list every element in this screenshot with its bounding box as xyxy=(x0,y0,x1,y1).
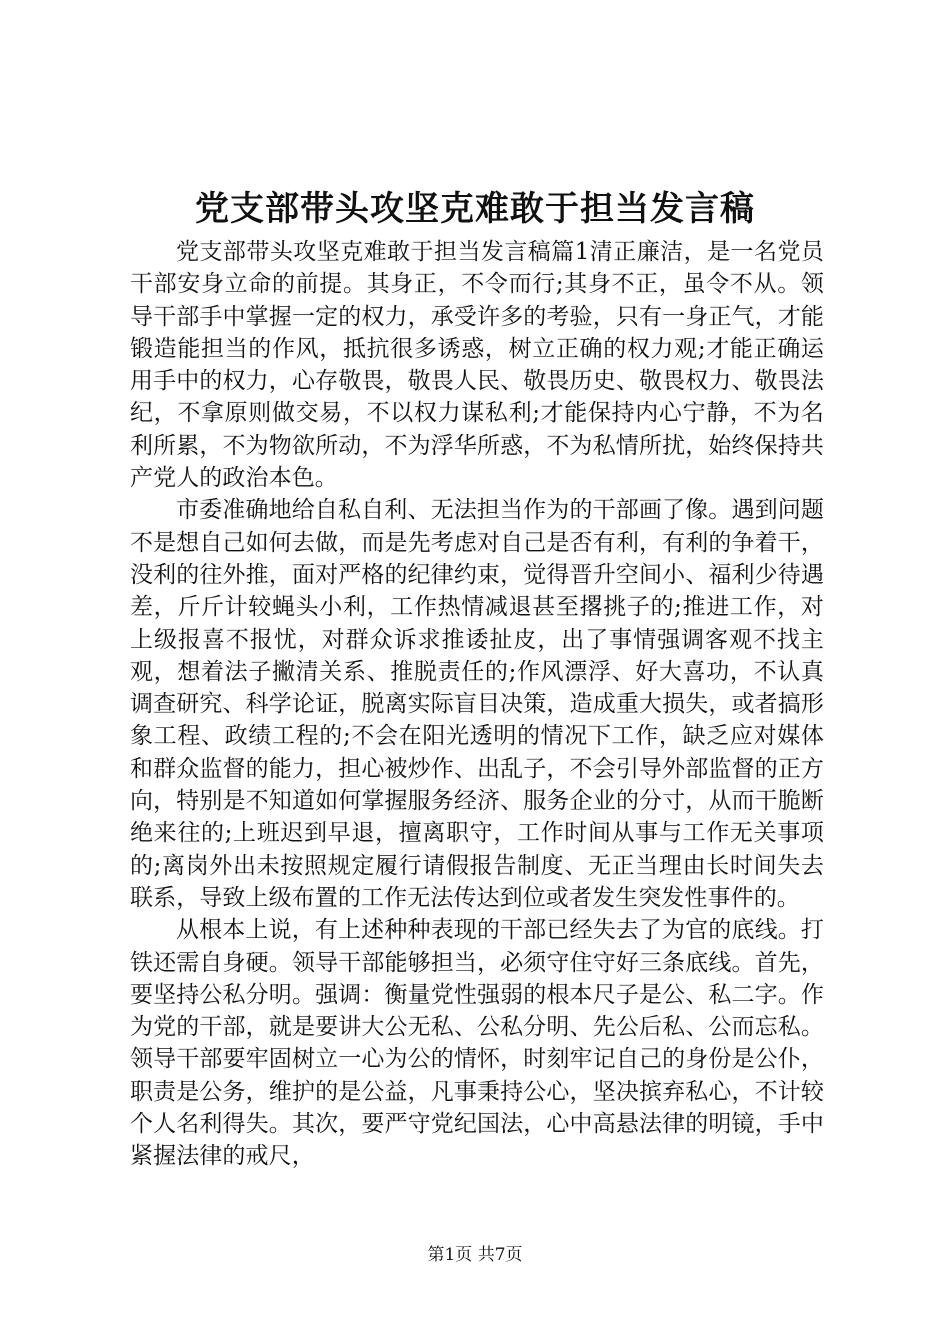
document-title: 党支部带头攻坚克难敢于担当发言稿 xyxy=(195,189,755,229)
document-body xyxy=(130,236,824,1173)
paragraph-2: 市委准确地给自私自利、无法担当作为的干部画了像。遇到问题不是想自己如何去做，而是先考虑对自己是否有利，有利的争着干，没利的往外推，面对严格的纪律约束，觉得晋升空间小、福利少待遇差，斤斤计较蝇头小利，工作热情减退甚至撂挑子的;推进工作，对上级报喜不报忧，对群众诉求推诿扯皮，出了事情强调客观不找主观，想着法子撇清关系、推脱责任的;作风漂浮、好大喜功，不认真调查研究、科学论证，脱离实际盲目决策，造成重大损失，或者搞形象工程、政绩工程的;不会在阳光透明的情况下工作，缺乏应对媒体和群众监督的能力，担心被炒作、出乱子，不会引导外部监督的正方向，特别是不知道如何掌握服务经济、服务企业的分寸，从而干脆断绝来往的;上班迟到早退，擅离职守，工作时间从事与工作无关事项的;离岗外出未按照规定履行请假报告制度、无正当理由长时间失去联系，导致上级布置的工作无法传达到位或者发生突发性事件的。 xyxy=(130,497,824,911)
paragraph-3: 从根本上说，有上述种种表现的干部已经失去了为官的底线。打铁还需自身硬。领导干部能够担当，必须守住守好三条底线。首先，要坚持公私分明。强调：衡量党性强弱的根本尺子是公、私二字。作为党的干部，就是要讲大公无私、公私分明、先公后私、公而忘私。领导干部要牢固树立一心为公的情怀，时刻牢记自己的身份是公仆，职责是公务，维护的是公益，凡事秉持公心，坚决摈弃私心，不计较个人名利得失。其次，要严守党纪国法，心中高悬法律的明镜，手中紧握法律的戒尺， xyxy=(130,917,824,1170)
page-number: 第1页 共7页 xyxy=(427,1245,523,1265)
paragraph-1: 党支部带头攻坚克难敢于担当发言稿篇1清正廉洁，是一名党员干部安身立命的前提。其身正，不令而行;其身不正，虽令不从。领导干部手中掌握一定的权力，承受许多的考验，只有一身正气，才能锻造能担当的作风，抵抗很多诱惑，树立正确的权力观;才能正确运用手中的权力，心存敬畏，敬畏人民、敬畏历史、敬畏权力、敬畏法纪，不拿原则做交易，不以权力谋私利;才能保持内心宁静，不为名利所累，不为物欲所动，不为浮华所惑，不为私情所扰，始终保持共产党人的政治本色。 xyxy=(130,239,824,492)
